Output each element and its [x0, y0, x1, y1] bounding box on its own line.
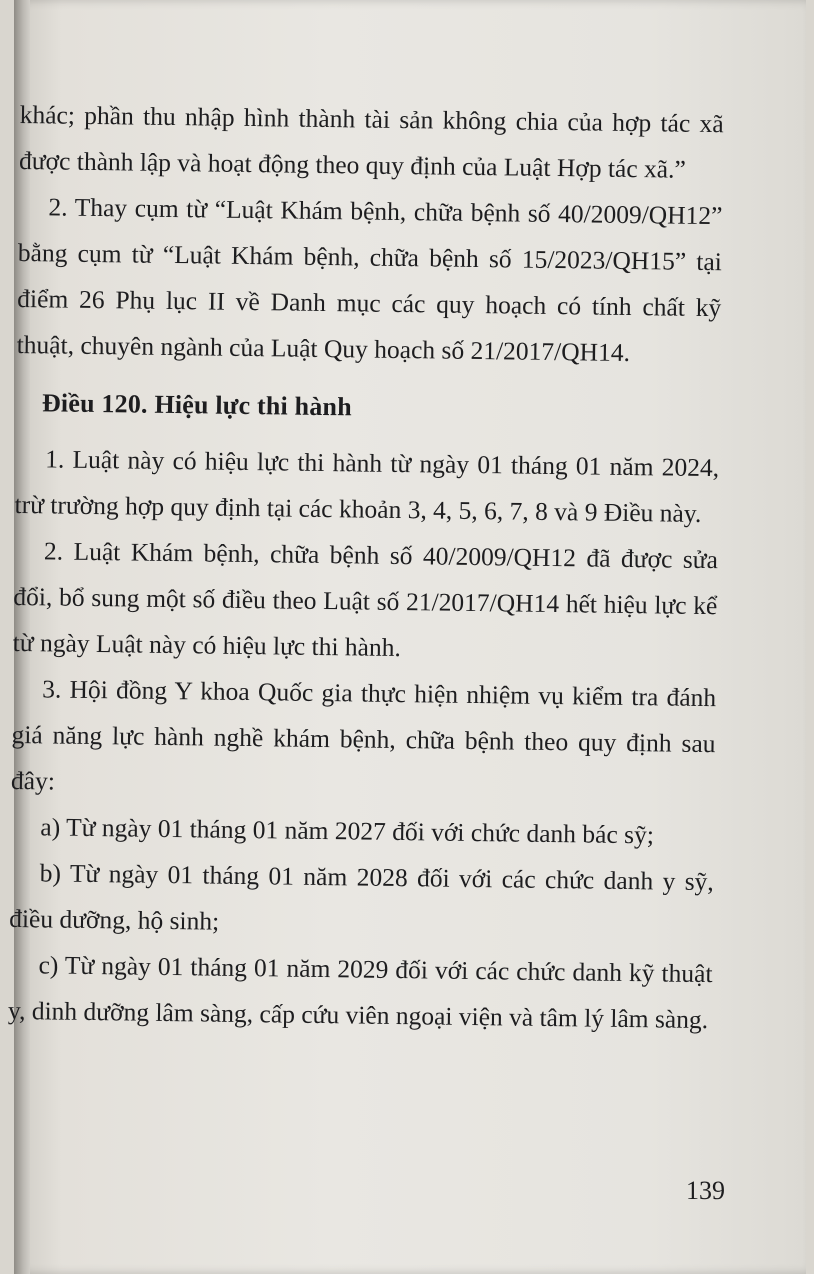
paragraph-continuation: khác; phần thu nhập hình thành tài sản không chia của hợp tác xã được thành lập và hoạt động theo quy định của Luật Hợp tác xã.”	[18, 99, 724, 184]
paragraph-point-b: b) Từ ngày 01 tháng 01 năm 2028 đối với các chức danh y sỹ, điều dưỡng, hộ sinh;	[8, 858, 714, 936]
book-page	[7, 0, 806, 1274]
paragraph-clause-1: 1. Luật này có hiệu lực thi hành từ ngày 01 tháng 01 năm 2024, trừ trường hợp quy định tại các khoản 3, 4, 5, 6, 7, 8 và 9 Điều này.	[14, 444, 720, 528]
paragraph-point-c: c) Từ ngày 01 tháng 01 năm 2029 đối với các chức danh kỹ thuật y, dinh dưỡng lâm sàng, cấp cứu viên ngoại viện và tâm lý lâm sàng.	[7, 950, 713, 1035]
article-heading: Điều 120. Hiệu lực thi hành	[41, 388, 353, 422]
paragraph-clause-2-amendment: 2. Thay cụm từ “Luật Khám bệnh, chữa bệnh số 40/2009/QH12” bằng cụm từ “Luật Khám bệnh, chữa bệnh số 15/2023/QH15” tại điểm 26 Phụ lục II về Danh mục các quy hoạch có tính chất kỹ thuật, chuyên ngành của Luật Quy hoạch số 21/2017/QH14.	[16, 192, 723, 368]
paragraph-point-a: a) Từ ngày 01 tháng 01 năm 2027 đối với chức danh bác sỹ;	[40, 812, 655, 850]
paragraph-clause-2: 2. Luật Khám bệnh, chữa bệnh số 40/2009/QH12 đã được sửa đổi, bổ sung một số điều theo Luật số 21/2017/QH14 hết hiệu lực kể từ ngày Luật này có hiệu lực thi hành.	[12, 536, 719, 663]
page-number: 139	[686, 1176, 725, 1205]
paragraph-clause-3: 3. Hội đồng Y khoa Quốc gia thực hiện nhiệm vụ kiểm tra đánh giá năng lực hành nghề khám bệnh, chữa bệnh theo quy định sau đây:	[10, 674, 717, 796]
page-text-body	[8, 92, 724, 1043]
